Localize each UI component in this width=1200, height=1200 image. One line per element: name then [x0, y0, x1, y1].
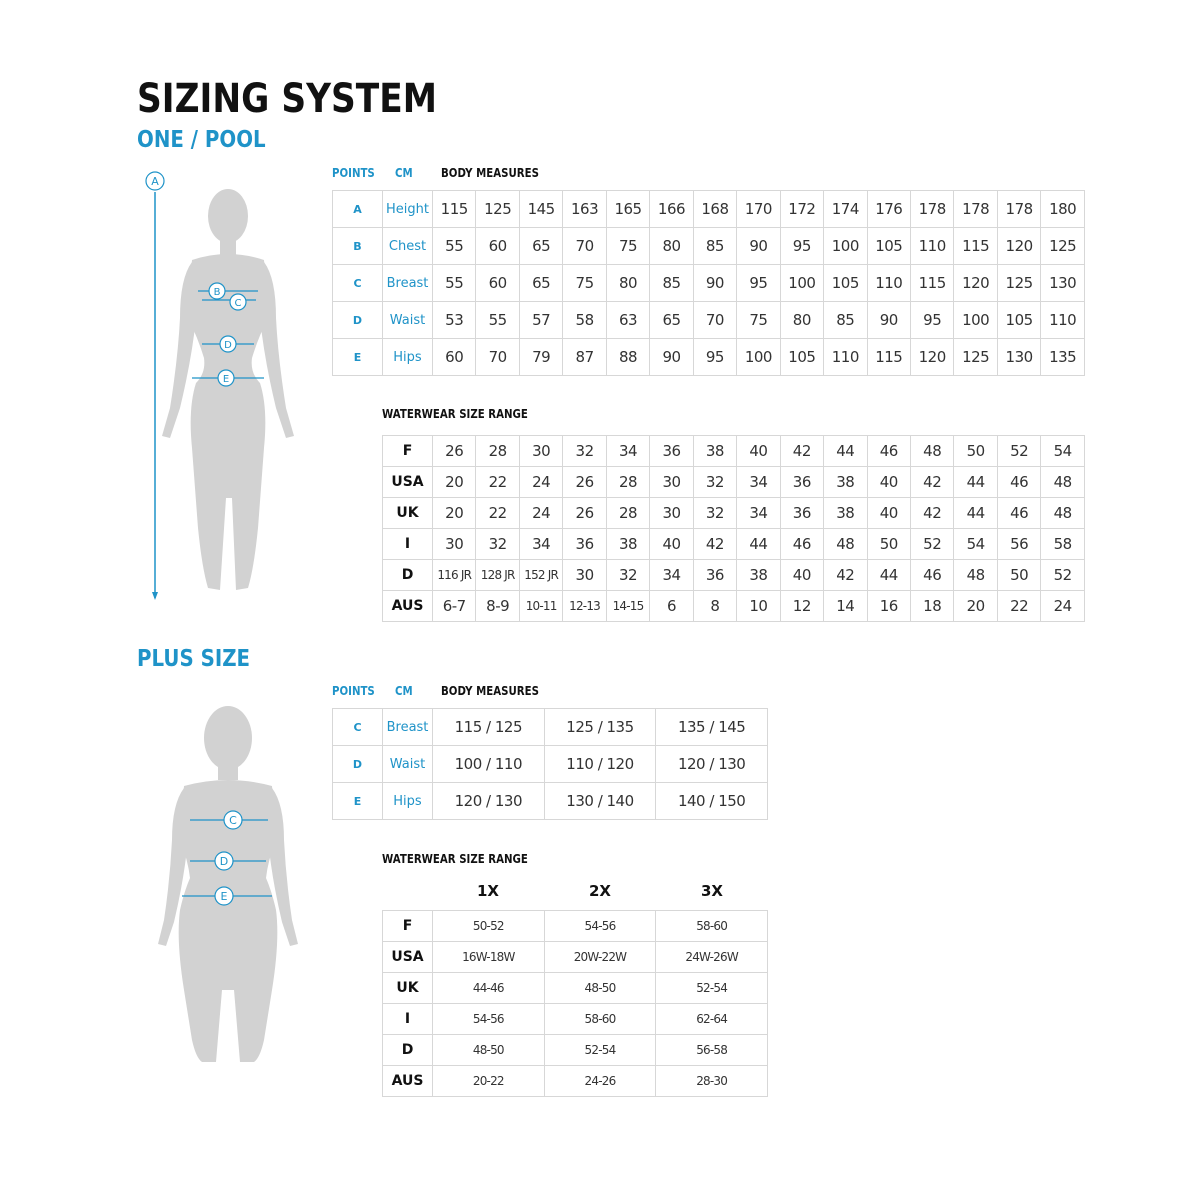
value-cell: 120 [997, 228, 1040, 265]
value-cell: 90 [693, 265, 736, 302]
size-value-cell: 50 [997, 560, 1040, 591]
value-cell: 80 [780, 302, 823, 339]
value-cell: 70 [693, 302, 736, 339]
table-row [383, 911, 768, 942]
section-title-one-pool: ONE / POOL [137, 127, 266, 153]
value-cell: 53 [433, 302, 476, 339]
measure-label: Waist [383, 746, 433, 783]
value-cell: 65 [519, 265, 562, 302]
size-value-cell: 14 [824, 591, 867, 622]
value-cell: 85 [650, 265, 693, 302]
size-value-cell: 50 [954, 436, 997, 467]
size-value-cell: 44 [737, 529, 780, 560]
value-cell: 125 [954, 339, 997, 376]
size-value-cell: 42 [824, 560, 867, 591]
measure-label: Height [383, 191, 433, 228]
size-system-cell: UK [383, 498, 433, 529]
plus-waterwear-size-table [382, 910, 768, 1097]
point-cell: D [333, 746, 383, 783]
value-cell: 60 [476, 228, 519, 265]
size-value-cell: 12-13 [563, 591, 606, 622]
value-cell: 85 [693, 228, 736, 265]
size-value-cell: 50 [867, 529, 910, 560]
size-value-cell: 34 [606, 436, 649, 467]
plus-body-measures-table [332, 708, 768, 820]
value-cell: 115 [867, 339, 910, 376]
table-row [383, 560, 1085, 591]
size-value-cell: 6-7 [433, 591, 476, 622]
value-cell: 115 [910, 265, 953, 302]
size-value-cell: 24-26 [544, 1066, 656, 1097]
size-value-cell: 46 [780, 529, 823, 560]
size-value-cell: 54-56 [544, 911, 656, 942]
size-value-cell: 42 [780, 436, 823, 467]
value-cell: 110 [1041, 302, 1085, 339]
table-row [383, 1035, 768, 1066]
value-cell: 176 [867, 191, 910, 228]
size-value-cell: 32 [693, 498, 736, 529]
size-system-cell: UK [383, 973, 433, 1004]
value-cell: 55 [476, 302, 519, 339]
value-cell: 70 [476, 339, 519, 376]
body-measures-table [332, 190, 1085, 376]
size-value-cell: 20 [433, 498, 476, 529]
size-value-cell: 20-22 [433, 1066, 545, 1097]
size-value-cell: 42 [910, 498, 953, 529]
plus-waterwear-size-title: WATERWEAR SIZE RANGE [382, 852, 528, 866]
table-row [383, 973, 768, 1004]
table-row [333, 228, 1085, 265]
value-cell: 88 [606, 339, 649, 376]
value-cell: 115 / 125 [433, 709, 545, 746]
value-cell: 135 / 145 [656, 709, 768, 746]
size-value-cell: 28 [606, 498, 649, 529]
size-value-cell: 12 [780, 591, 823, 622]
size-value-cell: 26 [563, 498, 606, 529]
plus-body-measures-header: BODY MEASURES [441, 684, 539, 698]
marker-e: E [222, 374, 230, 385]
size-value-cell: 48 [954, 560, 997, 591]
marker-d: D [224, 340, 232, 351]
measure-label: Chest [383, 228, 433, 265]
table-row [383, 942, 768, 973]
value-cell: 63 [606, 302, 649, 339]
size-value-cell: 50-52 [433, 911, 545, 942]
size-value-cell: 38 [824, 498, 867, 529]
size-value-cell: 48 [824, 529, 867, 560]
value-cell: 100 [824, 228, 867, 265]
size-value-cell: 44 [954, 498, 997, 529]
value-cell: 55 [433, 228, 476, 265]
size-system-cell: I [383, 1004, 433, 1035]
size-value-cell: 14-15 [606, 591, 649, 622]
size-value-cell: 28-30 [656, 1066, 768, 1097]
size-value-cell: 44-46 [433, 973, 545, 1004]
table-row [333, 265, 1085, 302]
size-system-cell: USA [383, 942, 433, 973]
size-value-cell: 58-60 [544, 1004, 656, 1035]
size-value-cell: 42 [910, 467, 953, 498]
value-cell: 95 [780, 228, 823, 265]
size-value-cell: 34 [650, 560, 693, 591]
measure-label: Breast [383, 709, 433, 746]
size-system-cell: F [383, 911, 433, 942]
size-value-cell: 18 [910, 591, 953, 622]
table-row [383, 1066, 768, 1097]
size-value-cell: 22 [476, 467, 519, 498]
size-value-cell: 52 [1041, 560, 1085, 591]
size-value-cell: 58 [1041, 529, 1085, 560]
table-row [333, 746, 768, 783]
value-cell: 120 [910, 339, 953, 376]
size-value-cell: 32 [693, 467, 736, 498]
size-value-cell: 56 [997, 529, 1040, 560]
value-cell: 110 [824, 339, 867, 376]
size-system-cell: D [383, 560, 433, 591]
size-value-cell: 20 [433, 467, 476, 498]
size-value-cell: 36 [650, 436, 693, 467]
size-value-cell: 30 [650, 467, 693, 498]
value-cell: 130 [997, 339, 1040, 376]
waterwear-size-table [382, 435, 1085, 622]
size-value-cell: 8 [693, 591, 736, 622]
value-cell: 130 [1041, 265, 1085, 302]
size-value-cell: 52-54 [656, 973, 768, 1004]
size-value-cell: 48-50 [544, 973, 656, 1004]
size-value-cell: 40 [780, 560, 823, 591]
size-value-cell: 54 [954, 529, 997, 560]
value-cell: 120 / 130 [656, 746, 768, 783]
size-value-cell: 44 [954, 467, 997, 498]
value-cell: 100 [737, 339, 780, 376]
value-cell: 75 [606, 228, 649, 265]
size-value-cell: 40 [650, 529, 693, 560]
size-value-cell: 20W-22W [544, 942, 656, 973]
table-row [383, 436, 1085, 467]
value-cell: 60 [476, 265, 519, 302]
section-title-plus-size: PLUS SIZE [137, 646, 251, 672]
size-value-cell: 38 [824, 467, 867, 498]
value-cell: 58 [563, 302, 606, 339]
value-cell: 110 [867, 265, 910, 302]
measure-label: Hips [383, 339, 433, 376]
point-cell: A [333, 191, 383, 228]
plus-marker-c: C [229, 814, 237, 827]
size-value-cell: 36 [780, 467, 823, 498]
plus-marker-e: E [220, 890, 228, 903]
size-value-cell: 42 [693, 529, 736, 560]
size-value-cell: 34 [737, 467, 780, 498]
size-system-cell: I [383, 529, 433, 560]
size-value-cell: 30 [650, 498, 693, 529]
size-value-cell: 58-60 [656, 911, 768, 942]
size-value-cell: 44 [867, 560, 910, 591]
value-cell: 178 [997, 191, 1040, 228]
measure-label: Breast [383, 265, 433, 302]
measure-label: Hips [383, 783, 433, 820]
value-cell: 105 [824, 265, 867, 302]
value-cell: 110 / 120 [544, 746, 656, 783]
size-value-cell: 46 [867, 436, 910, 467]
value-cell: 130 / 140 [544, 783, 656, 820]
value-cell: 95 [737, 265, 780, 302]
size-value-cell: 36 [780, 498, 823, 529]
value-cell: 125 [997, 265, 1040, 302]
size-value-cell: 152 JR [519, 560, 562, 591]
value-cell: 125 [476, 191, 519, 228]
size-system-cell: AUS [383, 591, 433, 622]
size-value-cell: 20 [954, 591, 997, 622]
size-value-cell: 8-9 [476, 591, 519, 622]
size-value-cell: 38 [606, 529, 649, 560]
size-system-cell: F [383, 436, 433, 467]
value-cell: 180 [1041, 191, 1085, 228]
size-value-cell: 30 [519, 436, 562, 467]
value-cell: 105 [780, 339, 823, 376]
size-value-cell: 116 JR [433, 560, 476, 591]
size-column-1x: 1X [476, 882, 499, 900]
size-value-cell: 28 [606, 467, 649, 498]
table-row [383, 1004, 768, 1035]
value-cell: 80 [650, 228, 693, 265]
size-value-cell: 52 [997, 436, 1040, 467]
size-value-cell: 48-50 [433, 1035, 545, 1066]
marker-b: B [213, 287, 221, 298]
size-value-cell: 40 [867, 498, 910, 529]
value-cell: 87 [563, 339, 606, 376]
size-system-cell: D [383, 1035, 433, 1066]
size-value-cell: 22 [476, 498, 519, 529]
body-silhouette-one-pool [140, 168, 310, 608]
plus-cm-header: CM [395, 684, 413, 698]
value-cell: 115 [954, 228, 997, 265]
size-column-3x: 3X [700, 882, 723, 900]
table-row [333, 302, 1085, 339]
size-value-cell: 32 [563, 436, 606, 467]
value-cell: 120 [954, 265, 997, 302]
size-value-cell: 16 [867, 591, 910, 622]
value-cell: 65 [519, 228, 562, 265]
size-value-cell: 54-56 [433, 1004, 545, 1035]
value-cell: 90 [867, 302, 910, 339]
value-cell: 57 [519, 302, 562, 339]
value-cell: 80 [606, 265, 649, 302]
value-cell: 140 / 150 [656, 783, 768, 820]
value-cell: 70 [563, 228, 606, 265]
value-cell: 90 [737, 228, 780, 265]
size-value-cell: 128 JR [476, 560, 519, 591]
body-measures-header: BODY MEASURES [441, 166, 539, 180]
size-value-cell: 34 [519, 529, 562, 560]
value-cell: 166 [650, 191, 693, 228]
value-cell: 105 [867, 228, 910, 265]
value-cell: 110 [910, 228, 953, 265]
value-cell: 95 [910, 302, 953, 339]
value-cell: 90 [650, 339, 693, 376]
size-value-cell: 34 [737, 498, 780, 529]
point-cell: E [333, 783, 383, 820]
size-value-cell: 38 [693, 436, 736, 467]
size-value-cell: 10-11 [519, 591, 562, 622]
value-cell: 100 [780, 265, 823, 302]
value-cell: 55 [433, 265, 476, 302]
size-system-cell: AUS [383, 1066, 433, 1097]
size-value-cell: 48 [1041, 498, 1085, 529]
value-cell: 105 [997, 302, 1040, 339]
size-value-cell: 24 [1041, 591, 1085, 622]
size-value-cell: 40 [867, 467, 910, 498]
size-value-cell: 36 [693, 560, 736, 591]
size-value-cell: 40 [737, 436, 780, 467]
size-value-cell: 28 [476, 436, 519, 467]
size-value-cell: 46 [910, 560, 953, 591]
size-column-2x: 2X [588, 882, 611, 900]
value-cell: 163 [563, 191, 606, 228]
size-value-cell: 46 [997, 498, 1040, 529]
size-value-cell: 6 [650, 591, 693, 622]
value-cell: 125 [1041, 228, 1085, 265]
size-value-cell: 26 [433, 436, 476, 467]
size-value-cell: 16W-18W [433, 942, 545, 973]
value-cell: 65 [650, 302, 693, 339]
size-system-cell: USA [383, 467, 433, 498]
table-row [333, 709, 768, 746]
value-cell: 79 [519, 339, 562, 376]
point-cell: C [333, 265, 383, 302]
size-value-cell: 26 [563, 467, 606, 498]
value-cell: 75 [563, 265, 606, 302]
table-row [333, 339, 1085, 376]
value-cell: 178 [954, 191, 997, 228]
marker-c: C [234, 298, 242, 309]
value-cell: 115 [433, 191, 476, 228]
value-cell: 100 [954, 302, 997, 339]
value-cell: 60 [433, 339, 476, 376]
size-value-cell: 46 [997, 467, 1040, 498]
measure-label: Waist [383, 302, 433, 339]
value-cell: 85 [824, 302, 867, 339]
value-cell: 165 [606, 191, 649, 228]
size-value-cell: 48 [1041, 467, 1085, 498]
size-value-cell: 52-54 [544, 1035, 656, 1066]
size-value-cell: 30 [433, 529, 476, 560]
size-value-cell: 24 [519, 467, 562, 498]
value-cell: 174 [824, 191, 867, 228]
marker-a: A [151, 175, 159, 188]
size-value-cell: 56-58 [656, 1035, 768, 1066]
body-silhouette-plus-size [140, 700, 310, 1070]
size-value-cell: 62-64 [656, 1004, 768, 1035]
size-value-cell: 24W-26W [656, 942, 768, 973]
point-cell: E [333, 339, 383, 376]
size-value-cell: 48 [910, 436, 953, 467]
table-row [383, 591, 1085, 622]
size-value-cell: 10 [737, 591, 780, 622]
value-cell: 95 [693, 339, 736, 376]
cm-header: CM [395, 166, 413, 180]
table-row [383, 529, 1085, 560]
plus-points-header: POINTS [332, 684, 375, 698]
value-cell: 178 [910, 191, 953, 228]
size-value-cell: 22 [997, 591, 1040, 622]
size-value-cell: 52 [910, 529, 953, 560]
point-cell: B [333, 228, 383, 265]
size-value-cell: 44 [824, 436, 867, 467]
size-value-cell: 30 [563, 560, 606, 591]
table-row [383, 467, 1085, 498]
value-cell: 168 [693, 191, 736, 228]
size-value-cell: 32 [476, 529, 519, 560]
points-header: POINTS [332, 166, 375, 180]
point-cell: D [333, 302, 383, 339]
value-cell: 125 / 135 [544, 709, 656, 746]
size-value-cell: 38 [737, 560, 780, 591]
value-cell: 100 / 110 [433, 746, 545, 783]
point-cell: C [333, 709, 383, 746]
size-value-cell: 32 [606, 560, 649, 591]
value-cell: 135 [1041, 339, 1085, 376]
size-value-cell: 54 [1041, 436, 1085, 467]
table-row [333, 783, 768, 820]
plus-marker-d: D [219, 855, 229, 868]
table-row [383, 498, 1085, 529]
value-cell: 172 [780, 191, 823, 228]
size-value-cell: 36 [563, 529, 606, 560]
page-title: SIZING SYSTEM [137, 76, 437, 122]
value-cell: 75 [737, 302, 780, 339]
table-row [333, 191, 1085, 228]
value-cell: 120 / 130 [433, 783, 545, 820]
value-cell: 170 [737, 191, 780, 228]
waterwear-size-title: WATERWEAR SIZE RANGE [382, 407, 528, 421]
size-value-cell: 24 [519, 498, 562, 529]
value-cell: 145 [519, 191, 562, 228]
